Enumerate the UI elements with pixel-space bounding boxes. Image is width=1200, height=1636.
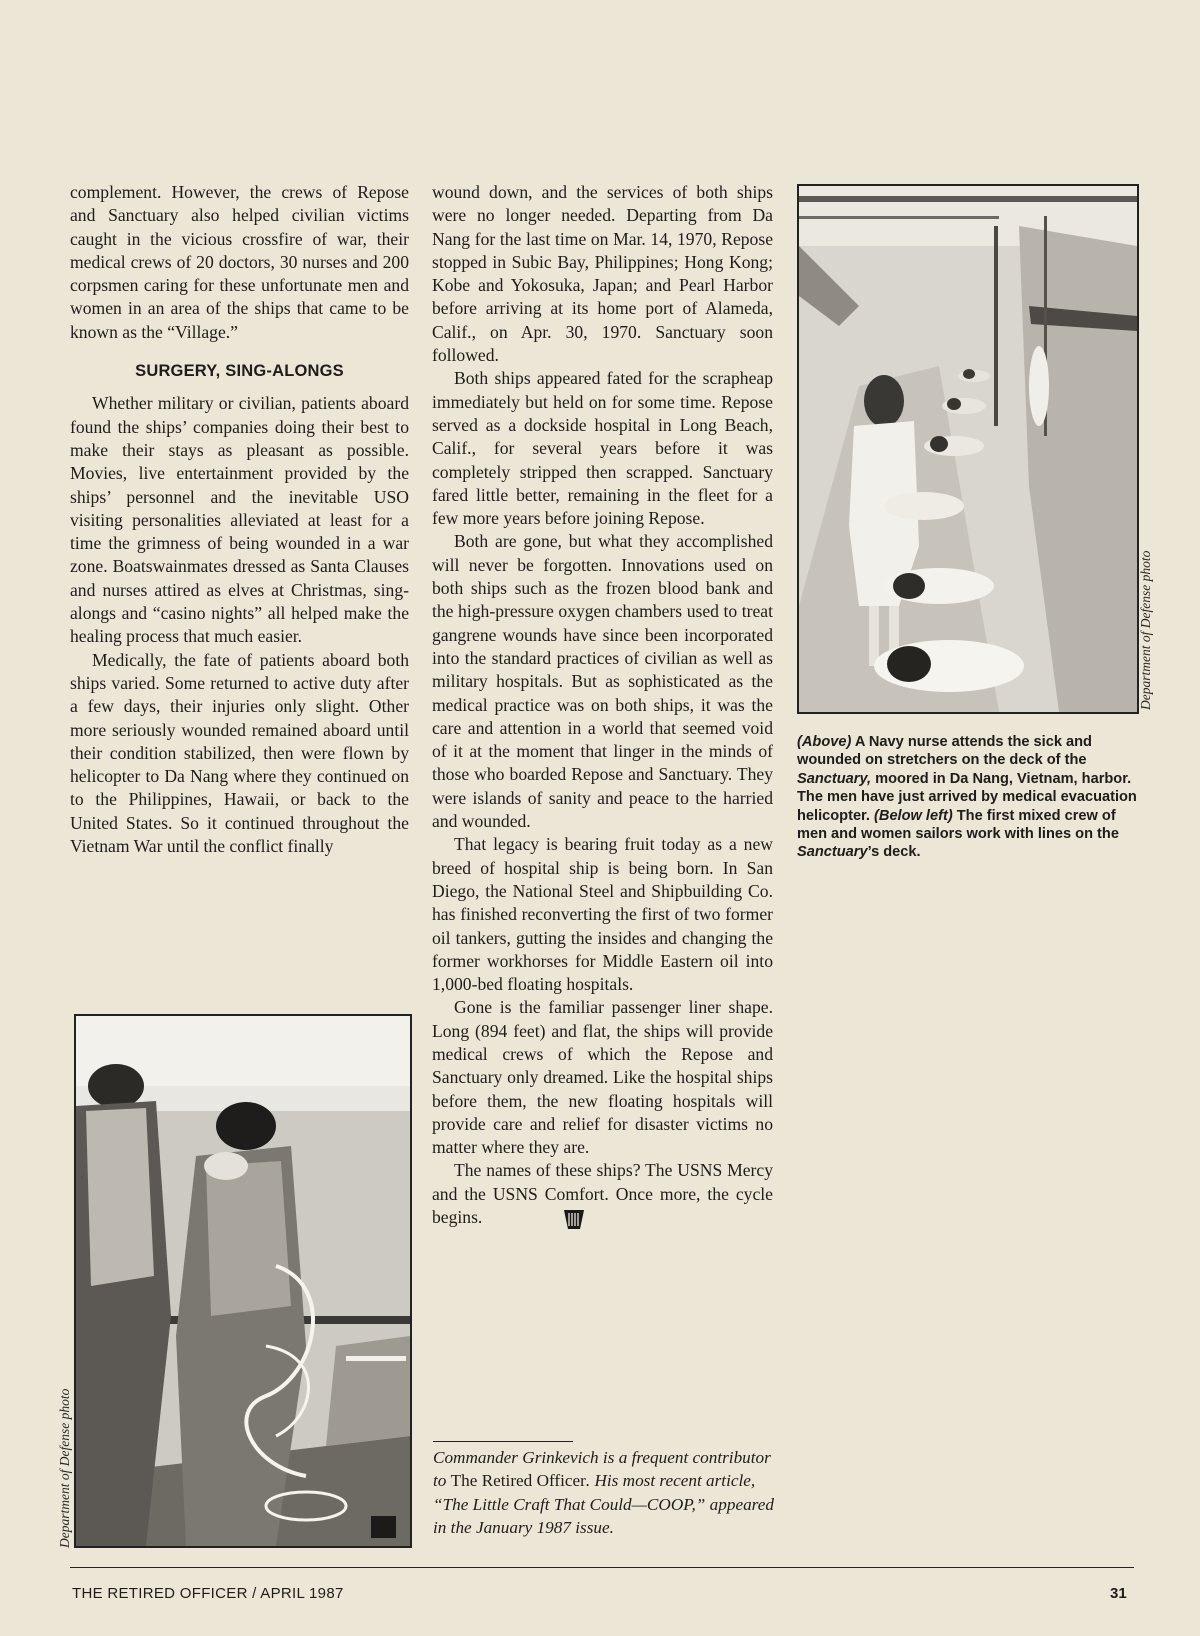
article-column-2 — [432, 181, 773, 1231]
paragraph-final-text: The names of these ships? The USNS Mercy and the USNS Comfort. Once more, the cycle begins. — [432, 1160, 773, 1228]
section-subhead: SURGERY, SING-ALONGS — [135, 362, 344, 381]
photo-nurse-stretchers — [797, 184, 1139, 714]
end-mark-icon — [562, 1207, 586, 1231]
bio-divider — [433, 1441, 573, 1442]
paragraph-final — [432, 1159, 773, 1231]
photo-nurse-stretchers-image — [799, 186, 1137, 712]
author-bio-text: . His most recent article, “The Little Craft That Could—COOP,” appeared in the January 1987 issue. — [433, 1471, 774, 1537]
caption-label-below: (Below left) — [874, 807, 953, 824]
photo-sailors-lines-image — [76, 1016, 410, 1546]
photo-sailors-lines — [74, 1014, 412, 1548]
caption-text: The first mixed crew of men and women sailors work with lines on the — [797, 807, 1119, 843]
caption-label-above: (Above) — [797, 734, 852, 750]
caption-ship-name: Sanctuary — [797, 844, 868, 861]
photo-credit: Department of Defense photo — [57, 1388, 72, 1548]
footer-divider — [70, 1567, 1134, 1568]
paragraph: complement. However, the crews of Repose and Sanctuary also helped civilian victims caught in the vicious crossfire of war, their medical crews of 20 doctors, 30 nurses and 200 corpsmen caring for these unfortunate men and women in an area of the ships that came to be known as the “Village.” — [70, 182, 409, 342]
page-number: 31 — [1110, 1585, 1127, 1602]
photo-credit: Department of Defense photo — [1138, 550, 1153, 710]
caption-ship-name: Sanctuary, — [797, 770, 872, 787]
article-column-1 — [70, 181, 409, 858]
photo-caption — [797, 733, 1142, 862]
paragraph: Whether military or civilian, patients aboard found the ships’ companies doing their best to make their stays as pleasant as possible. Movies, live entertainment provided by the ships’ personnel and the inevitable USO visiting personalities alleviated at least for a time the grimness of being wounded in a war zone. Boatswainmates dressed as Santa Clauses and nurses attired as elves at Christmas, sing-alongs and “casino nights” all helped make the healing process that much easier. — [70, 393, 409, 647]
caption-text: ’s deck. — [867, 844, 921, 861]
author-bio-text: Commander Grinkevich is a frequent contributor to — [433, 1448, 771, 1491]
paragraph: Both ships appeared fated for the scrapheap immediately but held on for some time. Repose served as a dockside hospital in Long Beach, Calif., for several years before it was completely stripped then scrapped. Sanctuary fared little better, remaining in the fleet for a few more years before joining Repose. — [432, 368, 773, 529]
author-bio — [433, 1446, 775, 1539]
magazine-title: The Retired Officer — [450, 1471, 586, 1491]
paragraph: Gone is the familiar passenger liner shape. Long (894 feet) and flat, the ships will provide medical crews of which the Repose and Sanctuary only dreamed. Like the hospital ships before them, the new floating hospitals will provide care and relief for disaster victims no matter where they are. — [432, 997, 773, 1158]
paragraph: Medically, the fate of patients aboard both ships varied. Some returned to active duty after a few days, their injuries only slight. Other more seriously wounded remained aboard until their condition stabilized, then were flown by helicopter to Da Nang where they continued on to the Philippines, Hawaii, or back to the United States. So it continued throughout the Vietnam War until the conflict finally — [70, 649, 409, 857]
caption-text: moored in Da Nang, Vietnam, harbor. The men have just arrived by medical evacuation helicopter. — [797, 770, 1137, 824]
paragraph: Both are gone, but what they accomplished will never be forgotten. Innovations used on both ships such as the frozen blood bank and the high-pressure oxygen chambers used to treat gangrene wounds have since been incorporated into the standard practices of civilian as well as military hospitals. But as sophisticated as the medical practice was on both ships, it was the care and attention in a world that seemed void of it at the moment that linger in the minds of those who boarded Repose and Sanctuary. They were islands of sanity and peace to the harried and wounded. — [432, 531, 773, 832]
paragraph: That legacy is bearing fruit today as a new breed of hospital ship is being born. In San Diego, the National Steel and Shipbuilding Co. has finished reconverting the first of two former oil tankers, gutting the insides and changing the former workhorses for Middle Eastern oil into 1,000-bed floating hospitals. — [432, 834, 773, 995]
paragraph: wound down, and the services of both ships were no longer needed. Departing from Da Nang for the last time on Mar. 14, 1970, Repose stopped in Subic Bay, Philippines; Hong Kong; Kobe and Yokosuka, Japan; and Pearl Harbor before arriving at its home port of Alameda, Calif., on Apr. 30, 1970. Sanctuary soon followed. — [432, 182, 773, 366]
footer-publication: THE RETIRED OFFICER / APRIL 1987 — [72, 1585, 344, 1602]
caption-text: A Navy nurse attends the sick and wounded on stretchers on the deck of the — [797, 734, 1092, 769]
